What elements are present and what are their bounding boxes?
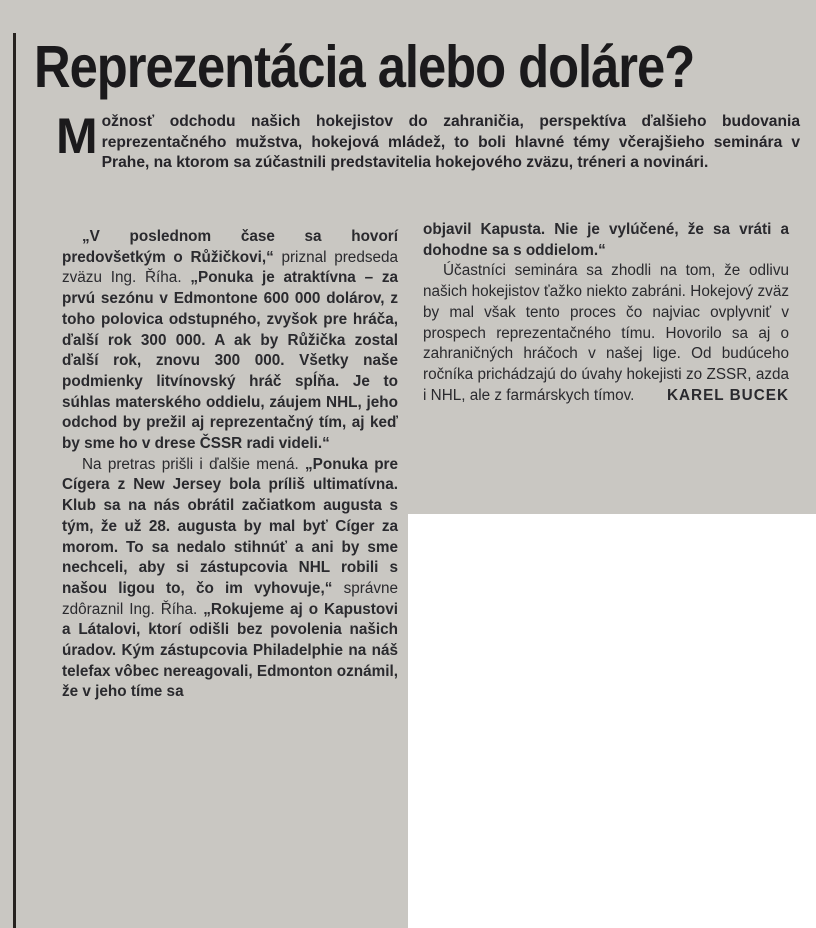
- blank-area: [408, 514, 816, 928]
- paragraph: [62, 455, 398, 703]
- body-text: Na pretras prišli i ďalšie mená.: [82, 455, 306, 473]
- lead-paragraph: [56, 108, 800, 174]
- body-text: správne zdôraznil Ing. Říha.: [62, 579, 398, 618]
- byline: KAREL BUCEK: [666, 386, 789, 404]
- quote-text: „V poslednom čase sa hovorí predovšetkým o Růžičkovi,“: [62, 228, 398, 266]
- body-text: priznal predseda zväzu Ing. Říha.: [62, 248, 398, 287]
- paragraph: [62, 227, 398, 455]
- headline: Reprezentácia alebo doláre?: [34, 34, 695, 100]
- lead-text: ožnosť odchodu našich hokejistov do zahraničia, perspektíva ďalšieho budovania reprezentačného mužstva, hokejová mládež, to boli hlavné témy včerajšieho seminára v Prahe, na ktorom sa zúčastnili predstavitelia hokejového zväzu, tréneri a novinári.: [101, 113, 800, 171]
- paragraph: [423, 261, 789, 406]
- body-text: Účastníci seminára sa zhodli na tom, že odlivu našich hokejistov ťažko niekto zabráni. Hokejový zväz by mal však tento proces čo najviac ovplyvniť v prospech reprezentačného tímu. Hovorilo sa aj o zahraničných hráčoch v našej lige. Od budúceho ročníka prichádzajú do úvahy hokejisti zo ZSSR, azda i NHL, ale z farmárskych tímov.: [423, 262, 789, 404]
- article-column-1: [62, 227, 398, 703]
- drop-cap: M: [56, 108, 98, 164]
- quote-text: objavil Kapusta. Nie je vylúčené, že sa vráti a dohodne sa s oddielom.“: [423, 221, 789, 259]
- quote-text: „Rokujeme aj o Kapustovi a Látalovi, ktorí odišli bez povolenia našich úradov. Kým zástupcovia Philadelphie na náš telefax vôbec nereagovali, Edmonton oznámil, že v jeho tíme sa: [62, 600, 398, 701]
- paragraph: [423, 220, 789, 261]
- quote-text: „Ponuka je atraktívna – za prvú sezónu v Edmontone 600 000 dolárov, z toho polovica odstupného, zvyšok pre hráča, ďalší rok 300 000. A ak by Růžička zostal ďalší rok, znovu 300 000. Všetky naše podmienky litvínovský hráč spĺňa. Je to súhlas materského oddielu, záujem NHL, jeho odchod by prežil aj reprezentačný tím, aj keď by sme ho v drese ČSSR radi videli.“: [62, 269, 398, 453]
- article-column-2: [423, 220, 789, 406]
- column-rule: [13, 33, 16, 928]
- byline-row: [423, 386, 789, 407]
- quote-text: „Ponuka pre Cígera z New Jersey bola príliš ultimatívna. Klub sa na nás obrátil začiatkom augusta s tým, že už 28. augusta by mal byť Cíger za morom. To sa nedalo stihnúť a ani by sme nechceli, aby si zástupcovia NHL robili s našou ligou to, čo im vyhovuje,“: [62, 455, 399, 597]
